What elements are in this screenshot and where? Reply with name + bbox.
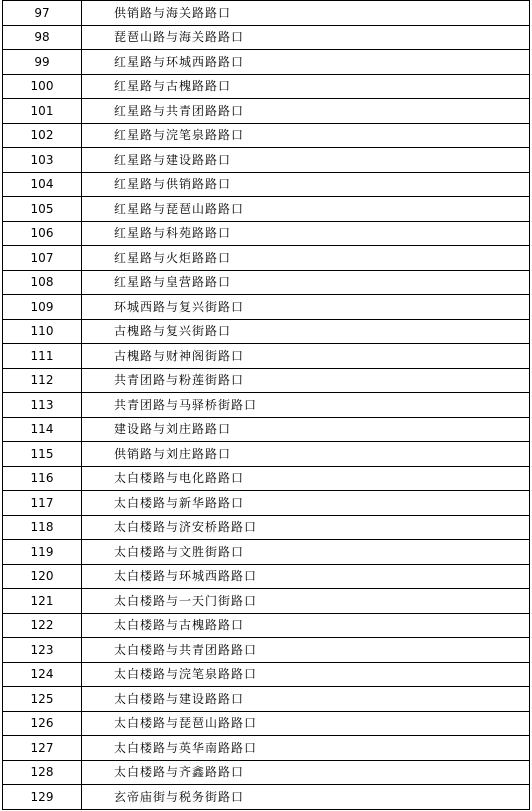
intersection-name-cell: 太白楼路与文胜街路口	[82, 540, 530, 565]
intersection-name-cell: 古槐路与复兴街路口	[82, 319, 530, 344]
table-row	[3, 246, 530, 271]
row-number-cell: 102	[3, 123, 82, 148]
row-number-cell: 106	[3, 221, 82, 246]
row-number-cell: 128	[3, 760, 82, 785]
table-row	[3, 221, 530, 246]
row-number-cell: 118	[3, 515, 82, 540]
table-row	[3, 270, 530, 295]
table-row	[3, 711, 530, 736]
row-number-cell: 104	[3, 172, 82, 197]
table-row	[3, 638, 530, 663]
table-row	[3, 99, 530, 124]
intersection-name-cell: 共青团路与马驿桥街路口	[82, 393, 530, 418]
table-row	[3, 197, 530, 222]
intersection-name-cell: 共青团路与粉莲街路口	[82, 368, 530, 393]
intersection-name-cell: 太白楼路与济安桥路路口	[82, 515, 530, 540]
table-row	[3, 540, 530, 565]
row-number-cell: 100	[3, 74, 82, 99]
intersection-name-cell: 太白楼路与电化路路口	[82, 466, 530, 491]
intersection-name-cell: 红星路与供销路路口	[82, 172, 530, 197]
intersection-name-cell: 玄帝庙街与税务街路口	[82, 785, 530, 810]
intersection-name-cell: 红星路与皇营路路口	[82, 270, 530, 295]
intersection-name-cell: 太白楼路与浣笔泉路路口	[82, 662, 530, 687]
row-number-cell: 120	[3, 564, 82, 589]
row-number-cell: 103	[3, 148, 82, 173]
intersection-name-cell: 太白楼路与琵琶山路路口	[82, 711, 530, 736]
table-row	[3, 393, 530, 418]
table-row	[3, 613, 530, 638]
intersection-table-body	[3, 1, 530, 810]
intersection-name-cell: 红星路与琵琶山路路口	[82, 197, 530, 222]
table-row	[3, 687, 530, 712]
intersection-name-cell: 太白楼路与环城西路路口	[82, 564, 530, 589]
table-row	[3, 344, 530, 369]
row-number-cell: 105	[3, 197, 82, 222]
table-row	[3, 148, 530, 173]
intersection-name-cell: 红星路与火炬路路口	[82, 246, 530, 271]
row-number-cell: 101	[3, 99, 82, 124]
intersection-name-cell: 琵琶山路与海关路路口	[82, 25, 530, 50]
table-row	[3, 417, 530, 442]
table-row	[3, 368, 530, 393]
table-row	[3, 491, 530, 516]
intersection-name-cell: 太白楼路与新华路路口	[82, 491, 530, 516]
row-number-cell: 126	[3, 711, 82, 736]
table-row	[3, 662, 530, 687]
table-row	[3, 564, 530, 589]
row-number-cell: 110	[3, 319, 82, 344]
table-row	[3, 442, 530, 467]
intersection-name-cell: 红星路与建设路路口	[82, 148, 530, 173]
intersection-name-cell: 环城西路与复兴街路口	[82, 295, 530, 320]
intersection-name-cell: 红星路与环城西路路口	[82, 50, 530, 75]
row-number-cell: 125	[3, 687, 82, 712]
table-row	[3, 319, 530, 344]
intersection-name-cell: 太白楼路与一天门街路口	[82, 589, 530, 614]
table-row	[3, 25, 530, 50]
intersection-name-cell: 太白楼路与齐鑫路路口	[82, 760, 530, 785]
table-row	[3, 515, 530, 540]
table-row	[3, 736, 530, 761]
intersection-name-cell: 建设路与刘庄路路口	[82, 417, 530, 442]
row-number-cell: 99	[3, 50, 82, 75]
intersection-name-cell: 古槐路与财神阁街路口	[82, 344, 530, 369]
row-number-cell: 116	[3, 466, 82, 491]
row-number-cell: 97	[3, 1, 82, 26]
row-number-cell: 119	[3, 540, 82, 565]
table-row	[3, 760, 530, 785]
row-number-cell: 111	[3, 344, 82, 369]
intersection-table	[2, 0, 530, 810]
row-number-cell: 107	[3, 246, 82, 271]
table-row	[3, 1, 530, 26]
table-row	[3, 466, 530, 491]
row-number-cell: 98	[3, 25, 82, 50]
row-number-cell: 121	[3, 589, 82, 614]
row-number-cell: 115	[3, 442, 82, 467]
table-row	[3, 50, 530, 75]
table-row	[3, 172, 530, 197]
table-row	[3, 74, 530, 99]
row-number-cell: 123	[3, 638, 82, 663]
row-number-cell: 117	[3, 491, 82, 516]
row-number-cell: 124	[3, 662, 82, 687]
row-number-cell: 112	[3, 368, 82, 393]
intersection-name-cell: 红星路与共青团路路口	[82, 99, 530, 124]
row-number-cell: 114	[3, 417, 82, 442]
row-number-cell: 127	[3, 736, 82, 761]
row-number-cell: 129	[3, 785, 82, 810]
row-number-cell: 108	[3, 270, 82, 295]
table-row	[3, 589, 530, 614]
table-row	[3, 785, 530, 810]
intersection-name-cell: 红星路与科苑路路口	[82, 221, 530, 246]
intersection-name-cell: 太白楼路与共青团路路口	[82, 638, 530, 663]
intersection-name-cell: 供销路与刘庄路路口	[82, 442, 530, 467]
row-number-cell: 109	[3, 295, 82, 320]
intersection-name-cell: 太白楼路与古槐路路口	[82, 613, 530, 638]
intersection-name-cell: 红星路与浣笔泉路路口	[82, 123, 530, 148]
table-row	[3, 123, 530, 148]
intersection-name-cell: 太白楼路与英华南路路口	[82, 736, 530, 761]
row-number-cell: 113	[3, 393, 82, 418]
row-number-cell: 122	[3, 613, 82, 638]
intersection-name-cell: 太白楼路与建设路路口	[82, 687, 530, 712]
table-row	[3, 295, 530, 320]
intersection-name-cell: 供销路与海关路路口	[82, 1, 530, 26]
intersection-name-cell: 红星路与古槐路路口	[82, 74, 530, 99]
